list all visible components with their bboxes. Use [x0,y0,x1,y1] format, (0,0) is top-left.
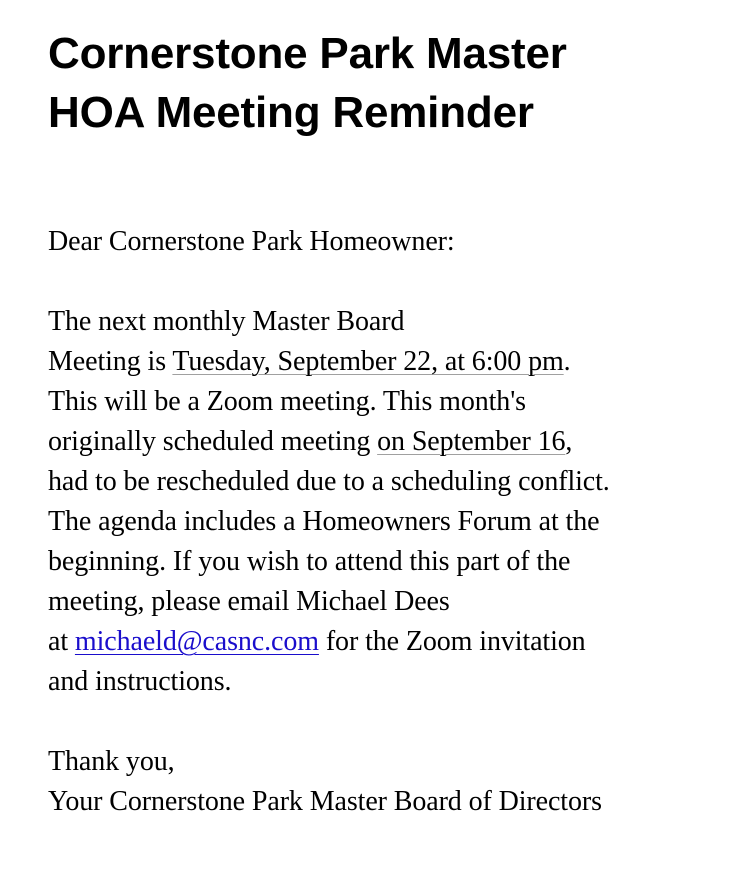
closing [48,742,738,822]
email-body [48,222,738,822]
paragraph-text: for the Zoom invitation [318,626,586,657]
subject-line-2: HOA Meeting Reminder [48,88,534,137]
email-view [48,24,738,822]
paragraph-text: at [48,626,75,657]
paragraph-line-1: The next monthly Master Board [48,306,405,337]
paragraph-text: Meeting is [48,346,173,377]
subject-line-1: Cornerstone Park Master [48,29,567,78]
email-address-link[interactable]: michaeld@casnc.com [74,626,319,657]
paragraph-line-6: The agenda includes a Homeowners Forum at the [48,506,600,537]
signature: Your Cornerstone Park Master Board of Directors [48,786,602,817]
meeting-date-link[interactable]: Tuesday, September 22, at 6:00 pm [172,346,564,377]
closing-thanks: Thank you, [48,746,175,777]
meeting-paragraph [48,302,738,702]
paragraph-line-8: meeting, please email Michael Dees [48,586,450,617]
paragraph-line-5: had to be rescheduled due to a scheduling conflict. [48,466,610,497]
paragraph-text: . [563,346,571,377]
email-subject [48,24,738,142]
original-date-link[interactable]: on September 16 [377,426,566,457]
paragraph-line-3: This will be a Zoom meeting. This month's [48,386,526,417]
paragraph-text: originally scheduled meeting [48,426,378,457]
paragraph-text: , [565,426,573,457]
paragraph-line-10: and instructions. [48,666,232,697]
greeting: Dear Cornerstone Park Homeowner: [48,226,455,257]
paragraph-line-7: beginning. If you wish to attend this part of the [48,546,571,577]
